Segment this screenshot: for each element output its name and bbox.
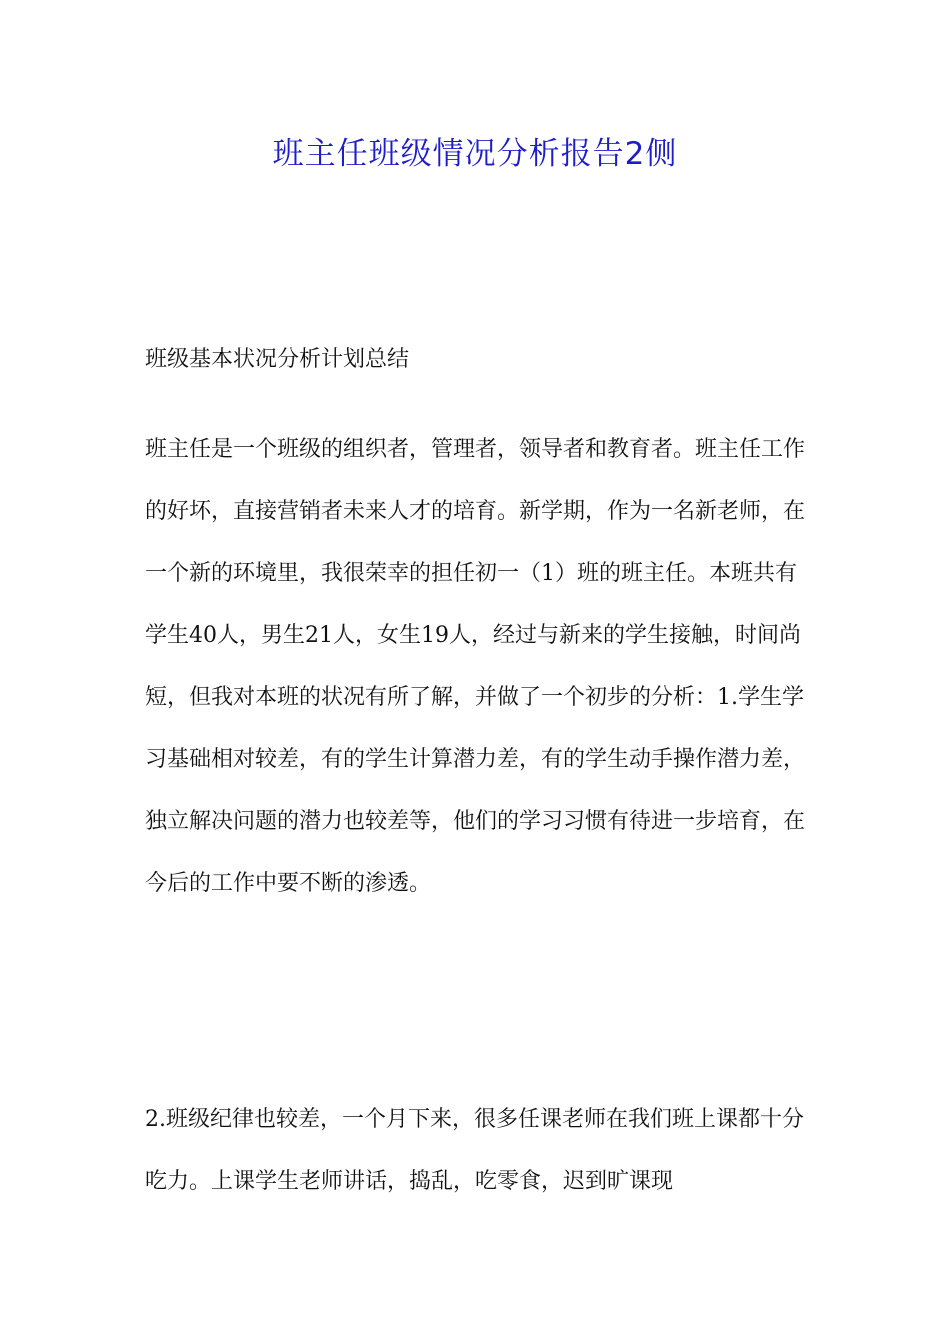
paragraph-2: 2.班级纪律也较差，一个月下来，很多任课老师在我们班上课都十分吃力。上课学生老师讲话，捣乱，吃零食，迟到旷课现 <box>145 1107 804 1194</box>
section-subheading: 班级基本状况分析计划总结 <box>145 347 410 372</box>
paragraph-1: 班主任是一个班级的组织者，管理者，领导者和教育者。班主任工作的好坏，直接营销者未来人才的培育。新学期，作为一名新老师，在一个新的环境里，我很荣幸的担任初一（1）班的班主任。本班共有学生40人，男生21人，女生19人，经过与新来的学生接触，时间尚短，但我对本班的状况有所了解，并做了一个初步的分析：1.学生学习基础相对较差，有的学生计算潜力差，有的学生动手操作潜力差，独立解决问题的潜力也较差等，他们的学习习惯有待进一步培育，在今后的工作中要不断的渗透。 <box>145 437 806 896</box>
document-title: 班主任班级情况分析报告2侧 <box>272 136 678 172</box>
